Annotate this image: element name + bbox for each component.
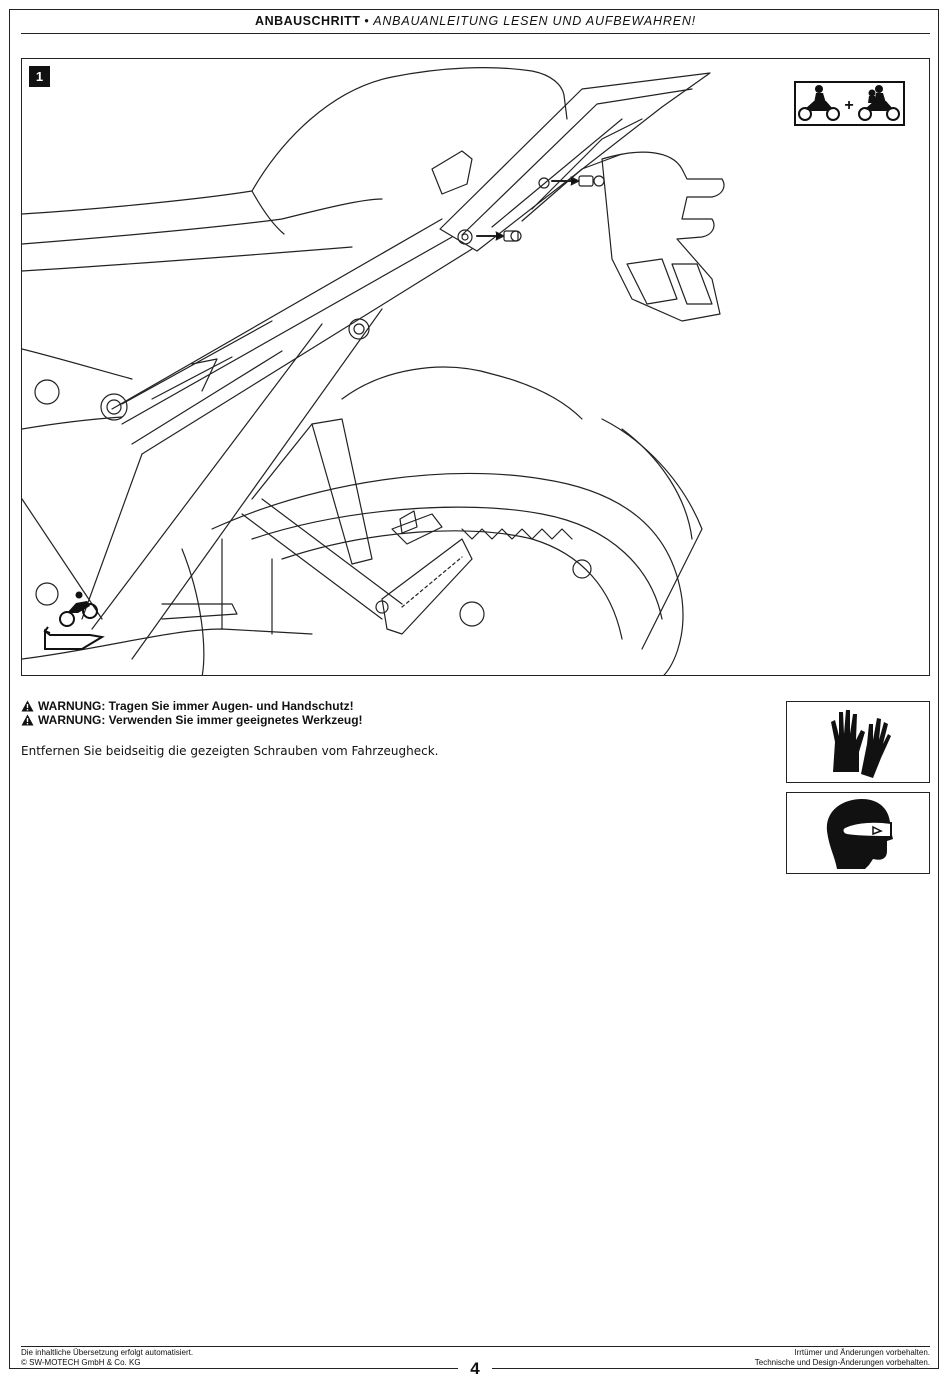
warning-text: Verwenden Sie immer geeignetes Werkzeug! [108,713,363,727]
gloves-icon [787,702,929,782]
footer-translation-note: Die inhaltliche Übersetzung erfolgt automatisiert. [21,1348,194,1357]
header-subtitle: ANBAUANLEITUNG LESEN UND AUFBEWAHREN! [373,14,696,28]
eye-protection-box [786,792,930,874]
warning-prefix: WARNUNG: [38,699,106,713]
warnings-block [21,699,761,727]
instruction-text: Entfernen Sie beidseitig die gezeigten Schrauben vom Fahrzeugheck. [21,744,439,758]
footer-right [755,1348,930,1368]
warning-text: Tragen Sie immer Augen- und Handschutz! [108,699,354,713]
header-separator: • [364,14,370,28]
warning-triangle-icon [21,714,34,726]
motorcycle-rear-drawing [22,59,930,676]
warning-line [21,699,761,713]
footer-divider [21,1346,930,1347]
warning-prefix: WARNUNG: [38,713,106,727]
step-number-badge: 1 [29,66,50,87]
header-title: ANBAUSCHRITT [255,14,361,28]
assembly-illustration [21,58,930,676]
footer-left [21,1348,193,1368]
rider-plus-rider-icon [796,83,903,124]
warning-line [21,713,761,727]
footer-design-disclaimer: Technische und Design-Änderungen vorbehalten. [754,1358,930,1367]
rider-combo-icon [794,81,905,126]
page-number: 4 [458,1360,492,1378]
motorcycle-direction-icon [42,591,112,651]
page-header [21,11,930,33]
plus-sign: + [844,97,854,114]
footer-disclaimer: Irrtümer und Änderungen vorbehalten. [794,1348,930,1357]
header-divider [21,33,930,34]
eye-protection-icon [787,793,929,873]
gloves-box [786,701,930,783]
warning-triangle-icon [21,700,34,712]
footer-copyright: © SW-MOTECH GmbH & Co. KG [21,1358,141,1367]
